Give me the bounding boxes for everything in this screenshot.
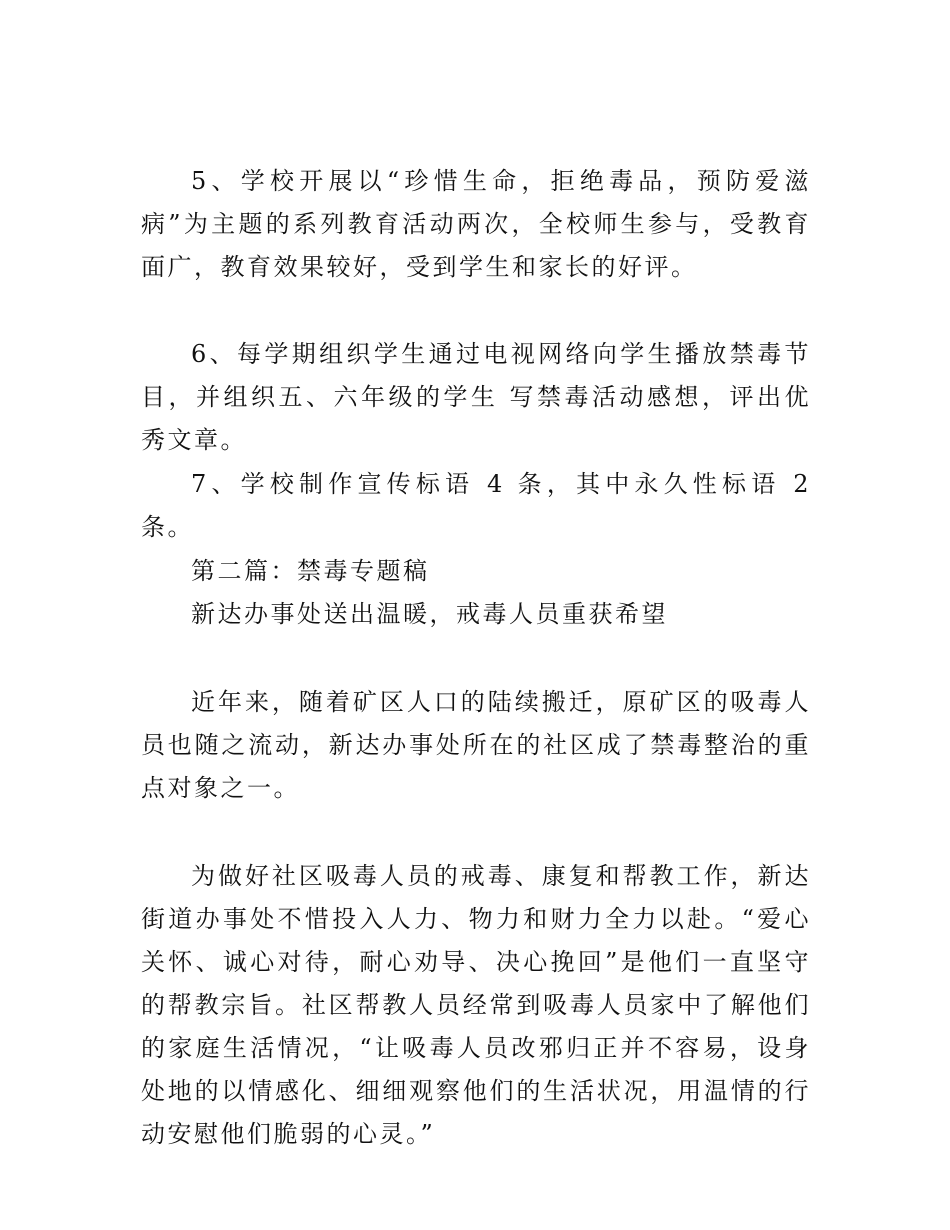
paragraph-6: 6、每学期组织学生通过电视网络向学生播放禁毒节目，并组织五、六年级的学生 写禁毒活动感想，评出优秀文章。 — [141, 340, 811, 454]
article-paragraph-2: 为做好社区吸毒人员的戒毒、康复和帮教工作，新达街道办事处不惜投入人力、物力和财力全力以赴。“爱心关怀、诚心对待，耐心劝导、决心挽回”是他们一直坚守的帮教宗旨。社区帮教人员经常到吸毒人员家中了解他们的家庭生活情况，“让吸毒人员改邪归正并不容易，设身处地的以情感化、细细观察他们的生活状况，用温情的行动安慰他们脆弱的心灵。” — [141, 862, 811, 1148]
article-title: 新达办事处送出温暖，戒毒人员重获希望 — [191, 600, 668, 628]
article-paragraph-1: 近年来，随着矿区人口的陆续搬迁，原矿区的吸毒人员也随之流动，新达办事处所在的社区成了禁毒整治的重点对象之一。 — [141, 688, 811, 802]
section-heading: 第二篇：禁毒专题稿 — [191, 557, 430, 585]
paragraph-7: 7、学校制作宣传标语 4 条，其中永久性标语 2 条。 — [141, 470, 811, 541]
paragraph-5: 5、学校开展以“珍惜生命，拒绝毒品，预防爱滋病”为主题的系列教育活动两次，全校师生参与，受教育面广，教育效果较好，受到学生和家长的好评。 — [141, 167, 811, 281]
